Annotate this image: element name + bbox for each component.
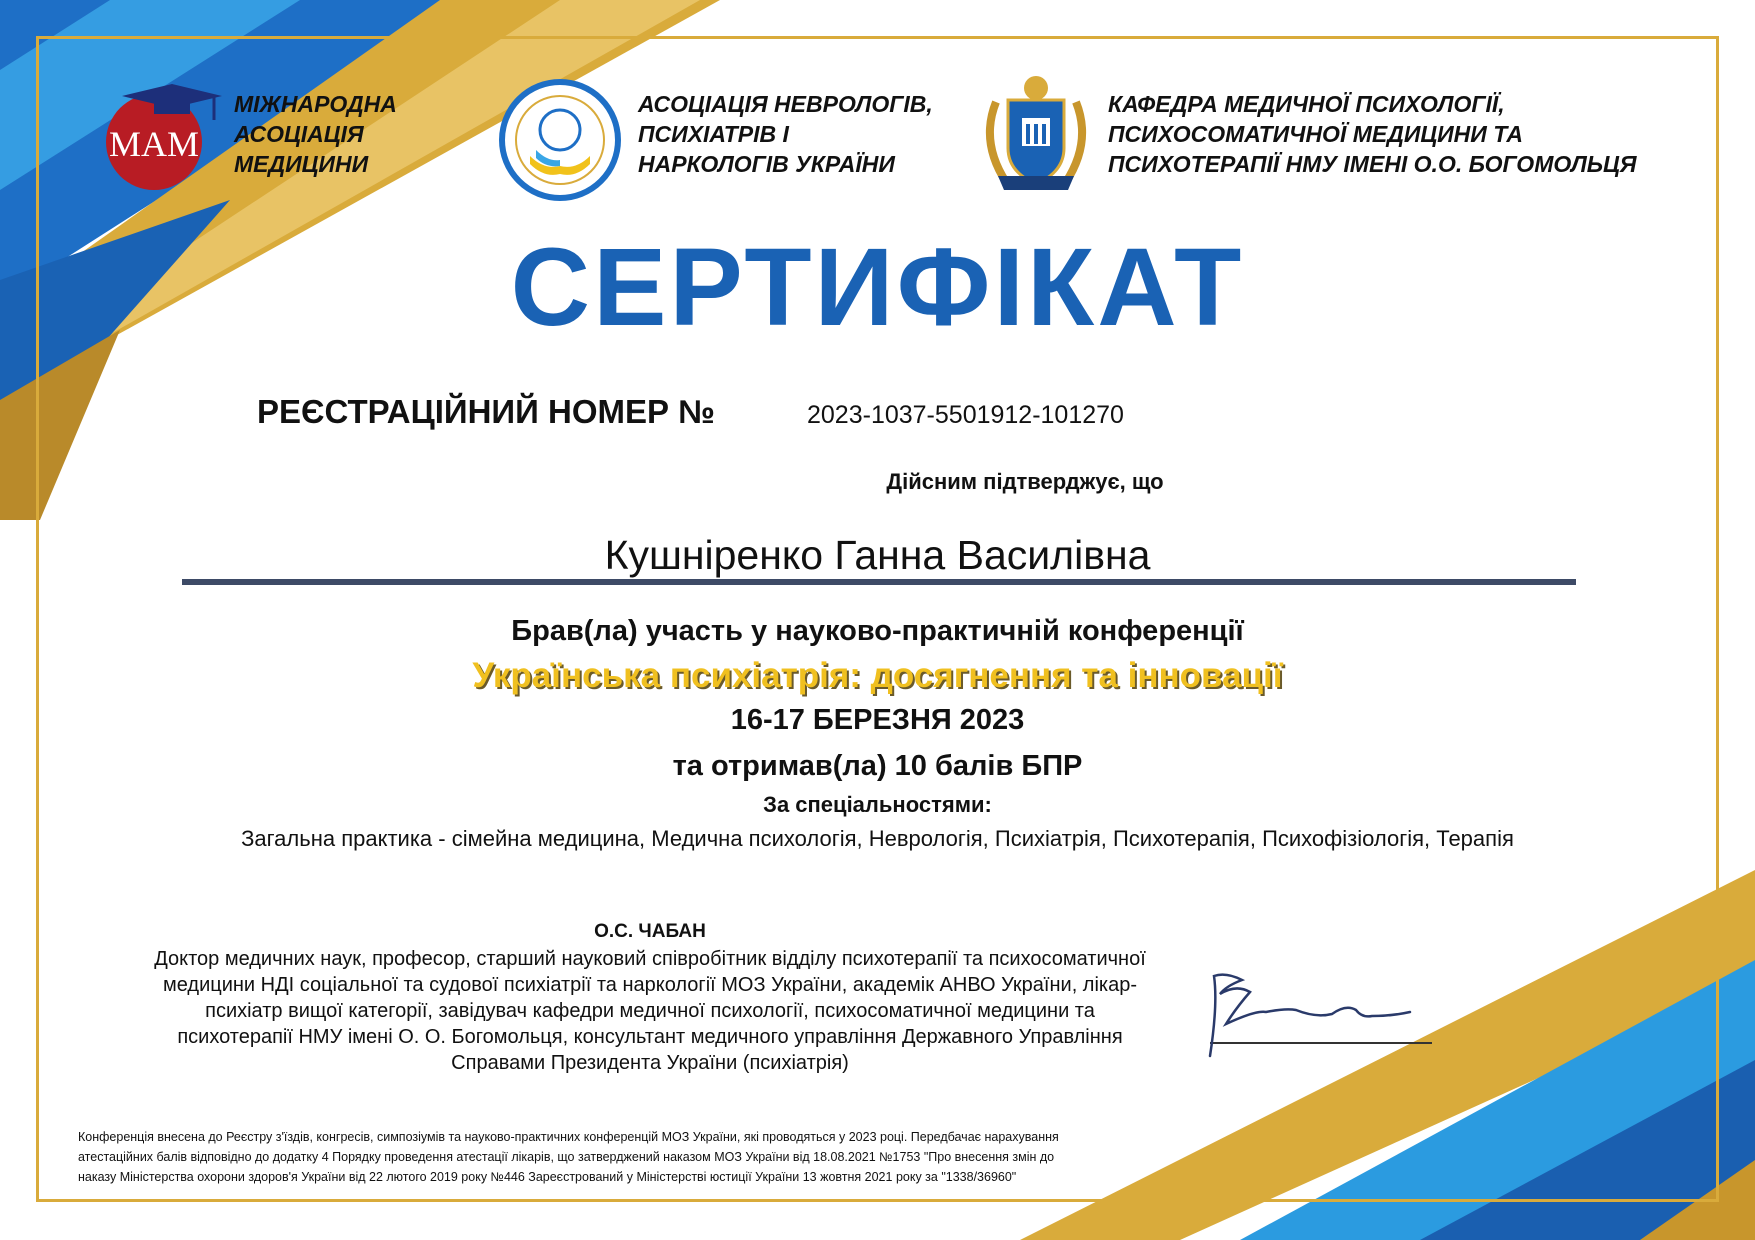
- signer-name: О.С. ЧАБАН: [594, 921, 706, 942]
- crest-laurel-left: [990, 102, 1006, 182]
- signer-description: [100, 946, 1200, 1076]
- crest-ribbon: [998, 176, 1074, 190]
- signer-desc-line-2: медицини НДІ соціальної та судової психіатрії та наркології МОЗ України, академік АНВО України, лікар-: [162, 974, 1138, 996]
- org-mam-name: [234, 89, 397, 179]
- recipient-name: Кушніренко Ганна Василівна: [604, 532, 1151, 578]
- footnote-line-2: атестаційних балів відповідно до додатку 4 Порядку проведення атестації лікарів, що затверджений наказом МОЗ України від 18.08.2021 №1753 "Про внесення змін до: [78, 1150, 1055, 1164]
- certificate-title: СЕРТИФІКАТ: [510, 226, 1245, 349]
- org-mam-line-3: МЕДИЦИНИ: [234, 151, 369, 177]
- org-department-name: [1108, 89, 1637, 179]
- footnote: [78, 1127, 1059, 1187]
- conference-title: Українська психіатрія: досягнення та інновації: [472, 656, 1283, 695]
- association-logo: [498, 78, 622, 202]
- signer-desc-line-5: Справами Президента України (психіатрія): [451, 1052, 849, 1074]
- footnote-line-3: наказу Міністерства охорони здоров'я України від 22 лютого 2019 року №446 Зареєстрований у Міністерстві юстиції України 13 жовтня 2021 року за "1338/36960": [78, 1170, 1017, 1184]
- signer-desc-line-4: психотерапії НМУ імені О. О. Богомольця, консультант медичного управління Державного Управління: [177, 1026, 1123, 1048]
- registration-label: РЕЄСТРАЦІЙНИЙ НОМЕР №: [257, 393, 716, 430]
- crest-laurel-right: [1066, 102, 1082, 182]
- org-department-line-3: ПСИХОТЕРАПІЇ НМУ ІМЕНІ О.О. БОГОМОЛЬЦЯ: [1108, 151, 1637, 177]
- specialties-list: Загальна практика - сімейна медицина, Медична психологія, Неврологія, Психіатрія, Психотерапія, Психофізіологія, Терапія: [241, 826, 1514, 851]
- mam-logo-text: МАМ: [108, 124, 200, 164]
- signer-desc-line-3: психіатр вищої категорії, завідувач кафедри медичної психології, психосоматичної медицини та: [205, 1000, 1095, 1022]
- crest-crown: [1024, 76, 1048, 100]
- signer-desc-line-1: Доктор медичних наук, професор, старший науковий співробітник відділу психотерапії та психосоматичної: [154, 948, 1146, 970]
- conference-dates: 16-17 БЕРЕЗНЯ 2023: [730, 704, 1025, 736]
- org-mam-line-1: МІЖНАРОДНА: [234, 91, 397, 117]
- participation-text: Брав(ла) участь у науково-практичній конференції: [511, 615, 1244, 647]
- footnote-line-1: Конференція внесена до Реєстру з'їздів, конгресів, симпозіумів та науково-практичних конференцій МОЗ України, які проводяться у 2023 році. Передбачає нарахування: [78, 1130, 1059, 1144]
- graduation-cap-base: [154, 100, 190, 114]
- org-mam-line-2: АСОЦІАЦІЯ: [234, 121, 364, 147]
- org-department-line-1: КАФЕДРА МЕДИЧНОЇ ПСИХОЛОГІЇ,: [1108, 91, 1505, 117]
- confirm-text: Дійсним підтверджує, що: [886, 469, 1164, 494]
- brain-icon: [540, 110, 580, 150]
- org-association-line-1: АСОЦІАЦІЯ НЕВРОЛОГІВ,: [638, 91, 933, 117]
- registration-number: 2023-1037-5501912-101270: [807, 401, 1124, 429]
- university-crest-logo: [976, 72, 1096, 196]
- signature: [1196, 964, 1436, 1064]
- recipient-underline: [182, 579, 1576, 585]
- specialties-label: За спеціальностями:: [763, 792, 992, 817]
- org-association-line-2: ПСИХІАТРІВ І: [638, 121, 789, 147]
- org-association-line-3: НАРКОЛОГІВ УКРАЇНИ: [638, 151, 895, 177]
- mam-logo: [102, 74, 232, 194]
- org-department-line-2: ПСИХОСОМАТИЧНОЇ МЕДИЦИНИ ТА: [1108, 121, 1524, 147]
- org-association-name: [638, 89, 933, 179]
- points-text: та отримав(ла) 10 балів БПР: [672, 750, 1083, 782]
